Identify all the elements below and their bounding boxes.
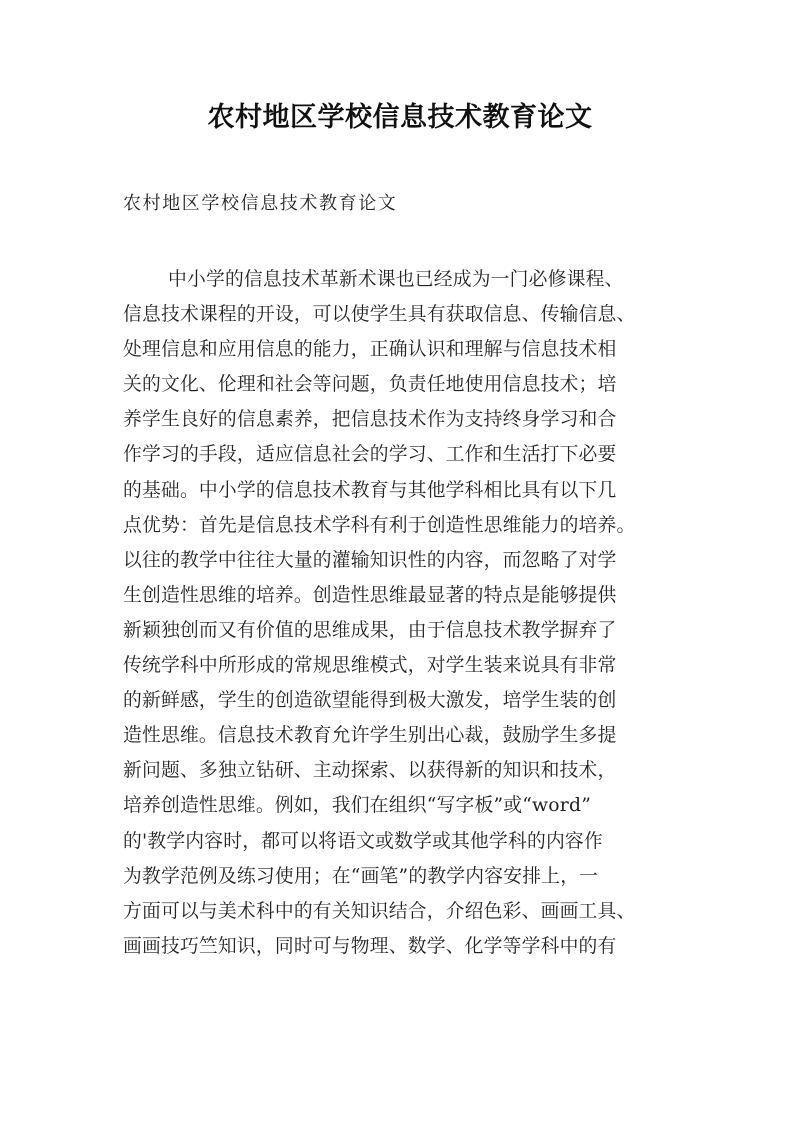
text-line: 生创造性思维的培养。创造性思维最显著的特点是能够提供 bbox=[123, 584, 617, 606]
text-line: 新颖独创而又有价值的思维成果，由于信息技术教学摒弃了 bbox=[123, 619, 617, 641]
text-line: 点优势：首先是信息技术学科有利于创造性思维能力的培养。 bbox=[123, 514, 636, 536]
text-line: 新问题、多独立钻研、主动探索、以获得新的知识和技术， bbox=[123, 760, 617, 782]
text-line: 以往的教学中往往大量的灌输知识性的内容，而忽略了对学 bbox=[123, 549, 617, 571]
text-line: 传统学科中所形成的常规思维模式，对学生装来说具有非常 bbox=[123, 655, 617, 677]
document-title: 农村地区学校信息技术教育论文 bbox=[207, 102, 593, 133]
text-line: 养学生良好的信息素养，把信息技术作为支持终身学习和合 bbox=[123, 409, 617, 431]
text-line: 中小学的信息技术革新术课也已经成为一门必修课程、 bbox=[168, 269, 624, 290]
text-line: 培养创造性思维。例如，我们在组织“写字板”或“word” bbox=[123, 795, 592, 817]
text-line: 画画技巧竺知识，同时可与物理、数学、化学等学科中的有 bbox=[123, 935, 617, 957]
body-paragraph bbox=[123, 262, 683, 964]
text-line: 的'教学内容时，都可以将语文或数学或其他学科的内容作 bbox=[123, 830, 603, 852]
text-line: 信息技术课程的开设，可以使学生具有获取信息、传输信息、 bbox=[123, 304, 636, 326]
text-line: 处理信息和应用信息的能力，正确认识和理解与信息技术相 bbox=[123, 339, 617, 361]
text-line: 造性思维。信息技术教育允许学生别出心裁，鼓励学生多提 bbox=[123, 725, 617, 747]
text-line: 为教学范例及练习使用；在“画笔”的教学内容安排上，一 bbox=[123, 865, 599, 887]
text-line: 关的文化、伦理和社会等问题，负责任地使用信息技术；培 bbox=[123, 374, 617, 396]
document-subtitle: 农村地区学校信息技术教育论文 bbox=[123, 193, 398, 214]
text-line: 的基础。中小学的信息技术教育与其他学科相比具有以下几 bbox=[123, 479, 617, 501]
text-line: 方面可以与美术科中的有关知识结合，介绍色彩、画画工具、 bbox=[123, 900, 636, 922]
text-line: 作学习的手段，适应信息社会的学习、工作和生活打下必要 bbox=[123, 444, 617, 466]
text-line: 的新鲜感，学生的创造欲望能得到极大激发，培学生装的创 bbox=[123, 690, 617, 712]
